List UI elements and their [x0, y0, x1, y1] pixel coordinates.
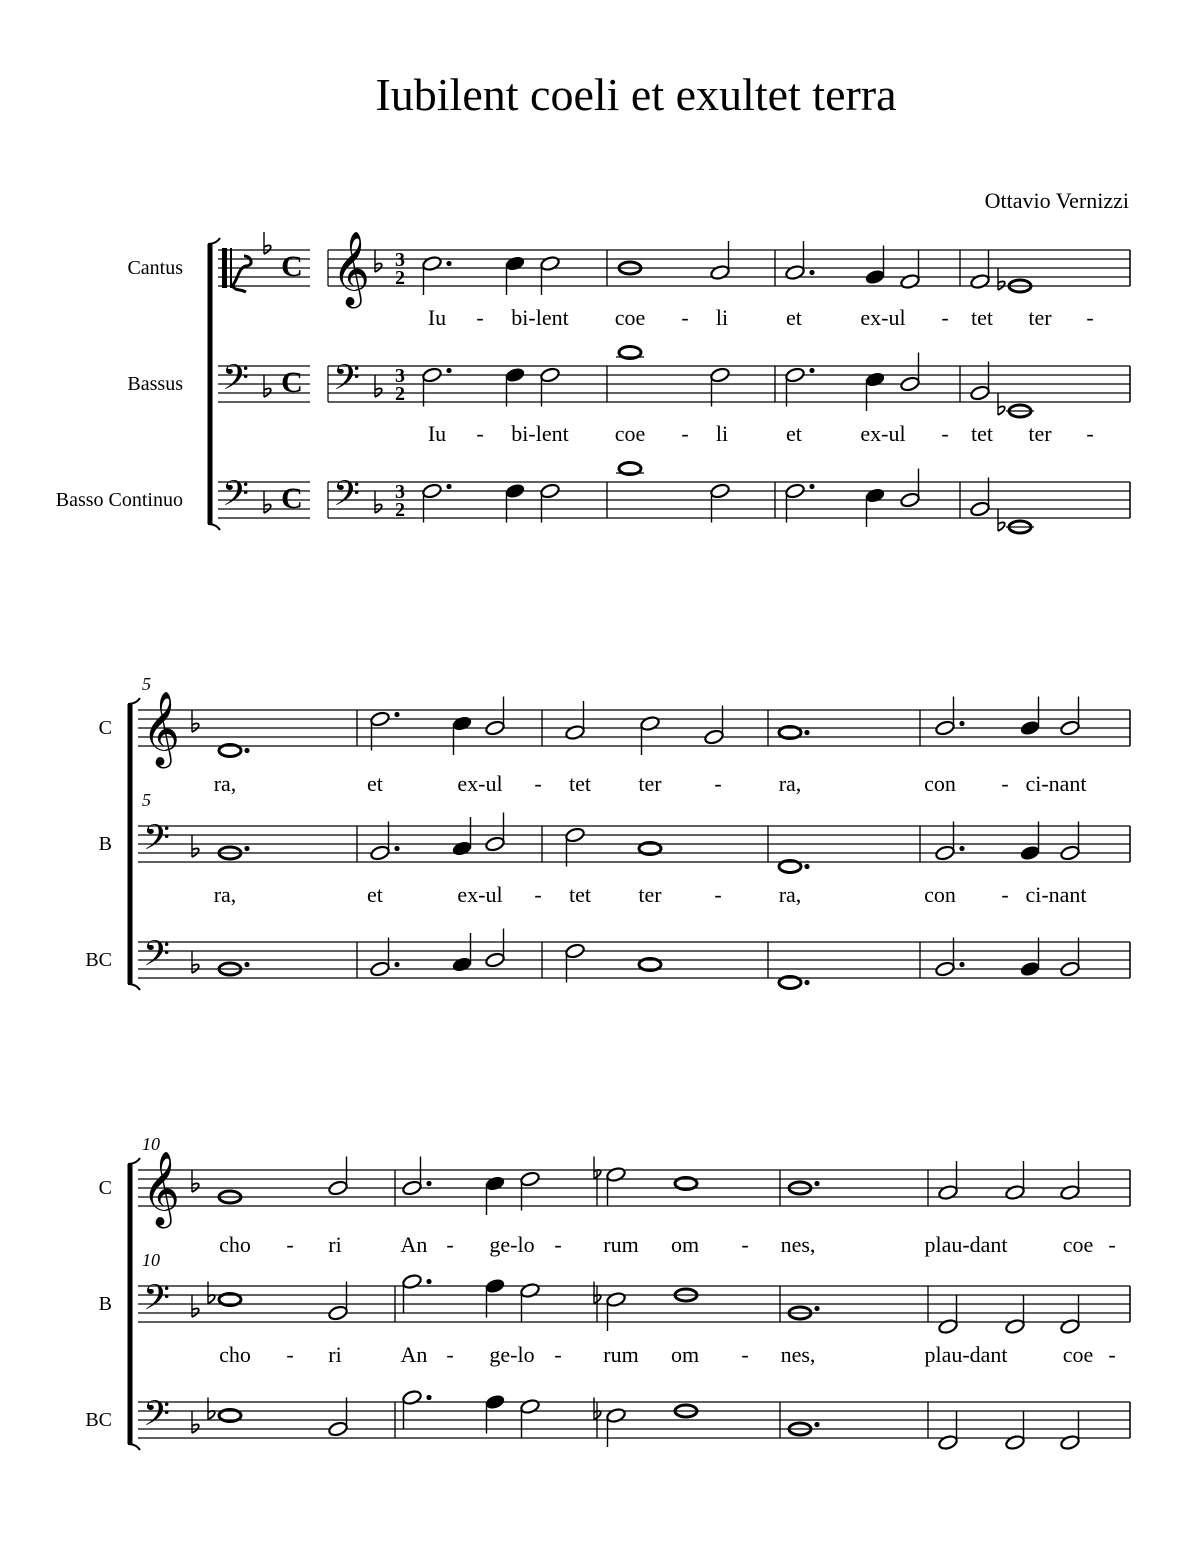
key-signature-flat: [375, 491, 382, 513]
quarter-note: [865, 487, 886, 503]
lyric-hyphen: -: [286, 1342, 294, 1367]
key-signature-flat: [375, 375, 382, 397]
augmentation-dot: [244, 962, 249, 967]
lyric-syllable: nes,: [780, 1342, 816, 1367]
half-note: [785, 264, 806, 280]
lyric-syllable: ex-ul: [457, 771, 503, 796]
half-note: [540, 367, 561, 383]
augmentation-dot: [814, 1422, 819, 1427]
measure-number: 5: [142, 674, 151, 694]
lyric-syllable: con: [924, 771, 956, 796]
lyric-syllable: ci-nant: [1025, 882, 1087, 907]
quarter-note: [452, 715, 473, 731]
lyric-syllable: coe: [1062, 1342, 1094, 1367]
key-signature-flat: [375, 250, 382, 272]
bass-clef-icon: 𝄢: [143, 820, 171, 866]
lyric-hyphen: -: [554, 1342, 562, 1367]
flat-bowl: [998, 522, 1005, 531]
bracket-hook-top: [128, 1158, 140, 1164]
quarter-note: [505, 483, 526, 499]
bass-clef-icon: 𝄢: [143, 1396, 171, 1442]
half-note: [606, 1291, 627, 1307]
half-note: [938, 1318, 959, 1334]
quarter-note: [1020, 961, 1041, 977]
time-signature-top: 3: [395, 249, 405, 271]
lyric-syllable: coe: [614, 421, 646, 446]
key-signature-flat: [192, 835, 199, 857]
half-note: [422, 255, 443, 271]
augmentation-dot: [394, 846, 399, 851]
half-note: [1005, 1184, 1026, 1200]
treble-clef-icon: 𝄞: [332, 233, 370, 304]
quarter-note: [485, 1175, 506, 1191]
half-note: [606, 1407, 627, 1423]
half-note: [900, 273, 921, 289]
treble-clef-icon: 𝄞: [142, 693, 180, 764]
bracket-hook-bottom: [128, 984, 140, 990]
lyric-hyphen: -: [476, 305, 484, 330]
time-signature-top: 3: [395, 481, 405, 503]
lyric-syllable: ex-ul: [860, 421, 906, 446]
half-note: [370, 711, 391, 727]
key-signature-flat: [192, 1170, 199, 1192]
half-note: [1060, 1434, 1081, 1450]
lyric-syllable: li: [715, 305, 729, 330]
half-note: [900, 376, 921, 392]
augmentation-dot: [814, 1306, 819, 1311]
augmentation-dot: [804, 864, 809, 869]
half-note: [1005, 1434, 1026, 1450]
common-time-signature: C: [281, 250, 303, 283]
half-note: [402, 1389, 423, 1405]
time-signature-bottom: 2: [395, 383, 405, 405]
half-note: [938, 1434, 959, 1450]
lyric-syllable: ter: [638, 882, 662, 907]
augmentation-dot: [959, 962, 964, 967]
lyric-hyphen: -: [554, 1232, 562, 1257]
lyric-syllable: et: [786, 421, 802, 446]
half-note: [328, 1421, 349, 1437]
lyric-syllable: Iu: [427, 305, 447, 330]
lyric-syllable: tet: [971, 421, 993, 446]
lyric-hyphen: -: [1086, 305, 1094, 330]
lyric-hyphen: -: [446, 1342, 454, 1367]
half-note: [565, 827, 586, 843]
key-signature-flat: [264, 232, 271, 254]
half-note: [938, 1184, 959, 1200]
bracket-hook-bottom: [128, 1444, 140, 1450]
measure-number: 10: [142, 1134, 160, 1154]
augmentation-dot: [244, 846, 249, 851]
lyric-syllable: cho: [219, 1232, 251, 1257]
augmentation-dot: [426, 1181, 431, 1186]
measure-number: 10: [142, 1250, 160, 1270]
quarter-note: [452, 840, 473, 856]
augmentation-dot: [394, 712, 399, 717]
lyric-hyphen: -: [1108, 1232, 1116, 1257]
half-note: [710, 483, 731, 499]
lyric-syllable: ter: [1028, 421, 1052, 446]
lyric-syllable: ri: [328, 1232, 342, 1257]
bracket-hook-top: [128, 698, 140, 704]
quarter-note: [1020, 845, 1041, 861]
treble-clef-icon: 𝄞: [142, 1153, 180, 1224]
lyric-syllable: nes,: [780, 1232, 816, 1257]
lyric-hyphen: -: [681, 421, 689, 446]
lyric-syllable: bi-lent: [511, 305, 569, 330]
key-signature-flat: [264, 491, 271, 513]
instrument-label: Basso Continuo: [55, 489, 183, 511]
instrument-label: C: [98, 1177, 112, 1199]
half-note: [370, 961, 391, 977]
half-note: [640, 715, 661, 731]
half-note: [540, 255, 561, 271]
half-note: [710, 264, 731, 280]
lyric-hyphen: -: [1001, 882, 1009, 907]
lyric-syllable: An: [400, 1232, 428, 1257]
lyric-syllable: om: [670, 1342, 700, 1367]
bracket-hook-bottom: [208, 524, 220, 530]
composer-name: Ottavio Vernizzi: [984, 188, 1129, 213]
flat-accidental: [208, 1398, 215, 1420]
incipit-gap: [310, 248, 328, 288]
lyric-hyphen: -: [714, 882, 722, 907]
lyric-syllable: bi-lent: [511, 421, 569, 446]
key-signature-flat: [192, 710, 199, 732]
lyric-syllable: plau-dant: [924, 1342, 1008, 1367]
lyric-hyphen: -: [741, 1232, 749, 1257]
lyric-syllable: ex-ul: [860, 305, 906, 330]
half-note: [1060, 845, 1081, 861]
lyric-hyphen: -: [286, 1232, 294, 1257]
lyric-syllable: ge-lo: [489, 1342, 535, 1367]
half-note: [520, 1282, 541, 1298]
augmentation-dot: [959, 721, 964, 726]
augmentation-dot: [809, 368, 814, 373]
lyric-hyphen: -: [446, 1232, 454, 1257]
half-note: [485, 952, 506, 968]
key-signature-flat: [192, 951, 199, 973]
c-clef-curve: [232, 286, 246, 292]
flat-bowl: [208, 1411, 215, 1420]
half-note: [1060, 720, 1081, 736]
half-note: [1060, 1318, 1081, 1334]
augmentation-dot: [959, 846, 964, 851]
lyric-syllable: ci-nant: [1025, 771, 1087, 796]
instrument-label: B: [98, 1293, 112, 1315]
lyric-syllable: cho: [219, 1342, 251, 1367]
augmentation-dot: [446, 368, 451, 373]
half-note: [935, 720, 956, 736]
lyric-syllable: plau-dant: [924, 1232, 1008, 1257]
lyric-syllable: ter: [638, 771, 662, 796]
lyric-hyphen: -: [1108, 1342, 1116, 1367]
time-signature-top: 3: [395, 365, 405, 387]
flat-bowl: [208, 1295, 215, 1304]
lyric-syllable: et: [786, 305, 802, 330]
augmentation-dot: [394, 962, 399, 967]
lyric-hyphen: -: [941, 305, 949, 330]
flat-accidental: [998, 393, 1005, 415]
bass-clef-icon: 𝄢: [333, 476, 361, 522]
measure-number: 5: [142, 790, 151, 810]
half-note: [710, 367, 731, 383]
c-clef-bar-thin: [230, 248, 232, 288]
lyric-syllable: et: [367, 771, 383, 796]
augmentation-dot: [426, 1279, 431, 1284]
half-note: [540, 483, 561, 499]
half-note: [520, 1398, 541, 1414]
half-note: [935, 961, 956, 977]
lyric-syllable: om: [670, 1232, 700, 1257]
key-signature-flat: [192, 1411, 199, 1433]
lyric-syllable: An: [400, 1342, 428, 1367]
instrument-label: Bassus: [127, 373, 183, 395]
flat-accidental: [998, 509, 1005, 531]
half-note: [785, 367, 806, 383]
augmentation-dot: [809, 484, 814, 489]
lyric-hyphen: -: [534, 771, 542, 796]
half-note: [485, 720, 506, 736]
instrument-label: BC: [85, 949, 112, 971]
instrument-label: B: [98, 833, 112, 855]
lyric-syllable: tet: [971, 305, 993, 330]
lyric-hyphen: -: [941, 421, 949, 446]
quarter-note: [1020, 720, 1041, 736]
augmentation-dot: [814, 1181, 819, 1186]
lyric-syllable: coe: [1062, 1232, 1094, 1257]
bass-clef-icon: 𝄢: [143, 1280, 171, 1326]
half-note: [785, 483, 806, 499]
half-note: [370, 845, 391, 861]
lyric-syllable: ra,: [213, 882, 237, 907]
c-clef-bar-thick: [222, 248, 227, 288]
lyric-syllable: coe: [614, 305, 646, 330]
lyric-syllable: rum: [603, 1232, 639, 1257]
lyric-syllable: rum: [603, 1342, 639, 1367]
half-note: [606, 1166, 627, 1182]
flat-accidental: [998, 268, 1005, 290]
incipit-gap: [310, 480, 328, 520]
half-note: [520, 1171, 541, 1187]
key-signature-flat: [264, 375, 271, 397]
half-note: [402, 1273, 423, 1289]
quarter-note: [485, 1394, 506, 1410]
lyric-hyphen: -: [741, 1342, 749, 1367]
time-signature-bottom: 2: [395, 267, 405, 289]
half-note: [704, 729, 725, 745]
key-signature-flat: [192, 1295, 199, 1317]
quarter-note: [865, 371, 886, 387]
lyric-hyphen: -: [714, 771, 722, 796]
lyric-hyphen: -: [534, 882, 542, 907]
quarter-note: [452, 956, 473, 972]
lyric-syllable: Iu: [427, 421, 447, 446]
bass-clef-icon: 𝄢: [333, 360, 361, 406]
half-note: [422, 367, 443, 383]
quarter-note: [485, 1278, 506, 1294]
augmentation-dot: [809, 270, 814, 275]
augmentation-dot: [426, 1395, 431, 1400]
lyric-syllable: ri: [328, 1342, 342, 1367]
half-note: [900, 492, 921, 508]
incipit-gap: [310, 364, 328, 404]
half-note: [1005, 1318, 1026, 1334]
lyric-syllable: ra,: [778, 771, 802, 796]
half-note: [328, 1180, 349, 1196]
lyric-syllable: ex-ul: [457, 882, 503, 907]
lyric-hyphen: -: [1086, 421, 1094, 446]
bass-clef-icon: 𝄢: [222, 360, 250, 406]
lyric-syllable: ra,: [213, 771, 237, 796]
augmentation-dot: [244, 748, 249, 753]
augmentation-dot: [446, 484, 451, 489]
lyric-hyphen: -: [681, 305, 689, 330]
half-note: [402, 1180, 423, 1196]
piece-title: Iubilent coeli et exultet terra: [375, 69, 897, 120]
half-note: [970, 273, 991, 289]
half-note: [970, 385, 991, 401]
lyric-syllable: tet: [569, 771, 591, 796]
lyric-syllable: ge-lo: [489, 1232, 535, 1257]
lyric-syllable: con: [924, 882, 956, 907]
quarter-note: [505, 255, 526, 271]
lyric-hyphen: -: [1001, 771, 1009, 796]
half-note: [422, 483, 443, 499]
quarter-note: [865, 269, 886, 285]
half-note: [935, 845, 956, 861]
time-signature-bottom: 2: [395, 499, 405, 521]
bass-clef-icon: 𝄢: [143, 936, 171, 982]
c-clef-curve: [232, 256, 251, 286]
half-note: [565, 943, 586, 959]
lyric-syllable: ra,: [778, 882, 802, 907]
half-note: [328, 1305, 349, 1321]
half-note: [1060, 961, 1081, 977]
instrument-label: C: [98, 717, 112, 739]
half-note: [485, 836, 506, 852]
instrument-label: BC: [85, 1409, 112, 1431]
half-note: [970, 501, 991, 517]
lyric-hyphen: -: [476, 421, 484, 446]
bass-clef-icon: 𝄢: [222, 476, 250, 522]
bracket-hook-top: [208, 238, 220, 244]
lyric-syllable: li: [715, 421, 729, 446]
flat-accidental: [208, 1282, 215, 1304]
quarter-note: [505, 367, 526, 383]
half-note: [565, 724, 586, 740]
common-time-signature: C: [281, 366, 303, 399]
augmentation-dot: [804, 730, 809, 735]
common-time-signature: C: [281, 482, 303, 515]
instrument-label: Cantus: [127, 257, 183, 279]
flat-bowl: [998, 406, 1005, 415]
augmentation-dot: [804, 980, 809, 985]
lyric-syllable: et: [367, 882, 383, 907]
augmentation-dot: [446, 261, 451, 266]
lyric-syllable: ter: [1028, 305, 1052, 330]
half-note: [1060, 1184, 1081, 1200]
lyric-syllable: tet: [569, 882, 591, 907]
